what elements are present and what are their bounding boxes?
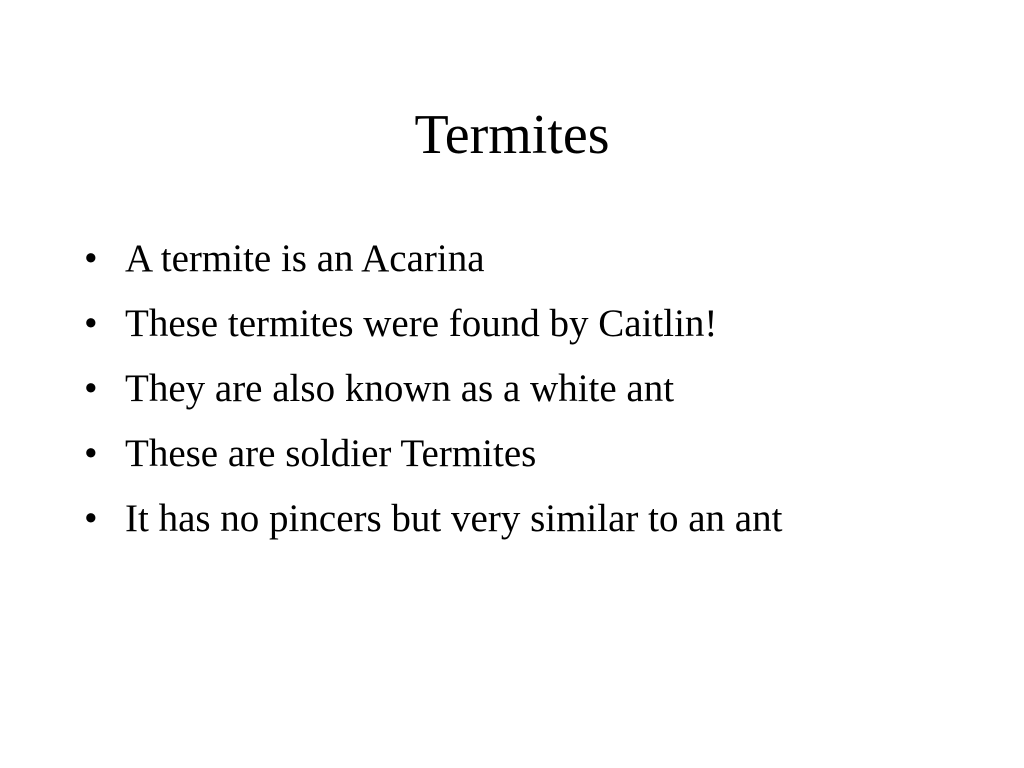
list-item xyxy=(84,356,984,421)
bullet-list xyxy=(84,226,984,551)
bullet-icon: • xyxy=(84,432,98,475)
list-item xyxy=(84,486,984,551)
list-item xyxy=(84,421,984,486)
bullet-text: These are soldier Termites xyxy=(125,432,537,475)
bullet-text: They are also known as a white ant xyxy=(125,367,675,410)
bullet-icon: • xyxy=(84,237,98,280)
bullet-icon: • xyxy=(84,497,98,540)
list-item xyxy=(84,226,984,291)
bullet-text: These termites were found by Caitlin! xyxy=(125,302,718,345)
slide-title: Termites xyxy=(414,104,610,166)
bullet-text: A termite is an Acarina xyxy=(125,237,485,280)
bullet-icon: • xyxy=(84,302,98,345)
bullet-icon: • xyxy=(84,367,98,410)
bullet-text: It has no pincers but very similar to an ant xyxy=(125,497,783,540)
list-item xyxy=(84,291,984,356)
